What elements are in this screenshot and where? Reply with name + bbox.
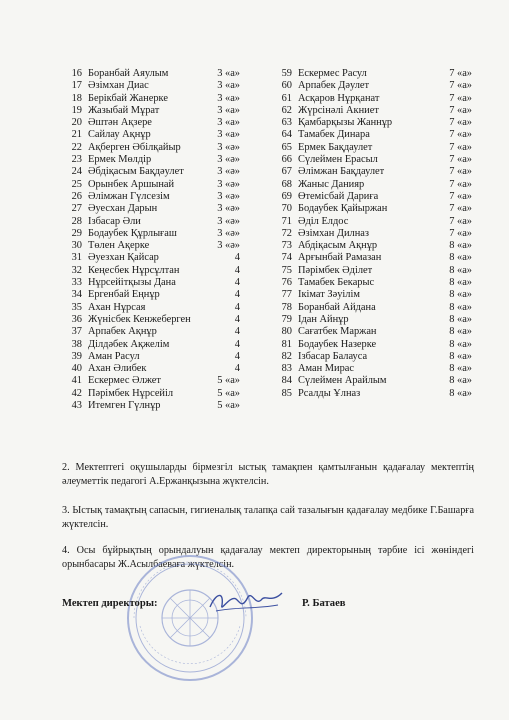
student-name: Әуезхан Қайсар <box>88 252 159 264</box>
student-class: 8 «а» <box>449 375 472 387</box>
list-item <box>272 326 472 338</box>
item-number: 80 <box>281 326 292 338</box>
item-number: 23 <box>71 154 82 166</box>
item-number: 64 <box>281 129 292 141</box>
list-item <box>62 129 252 141</box>
list-item <box>62 203 252 215</box>
list-item <box>62 105 252 117</box>
student-name: Арғынбай Рамазан <box>298 252 382 264</box>
item-number: 32 <box>71 264 82 276</box>
student-name: Ахан Әлибек <box>88 363 147 375</box>
student-class: 7 «а» <box>449 166 472 178</box>
student-name: Сағатбек Маржан <box>298 326 377 338</box>
student-name: Ідан Айнұр <box>298 313 349 325</box>
item-number: 77 <box>281 289 292 301</box>
item-number: 43 <box>71 400 82 412</box>
item-number: 40 <box>71 363 82 375</box>
student-name: Жаныс Данияр <box>298 178 365 190</box>
list-item <box>272 265 472 277</box>
list-item <box>62 314 252 326</box>
student-name: Ақберген Әбілқайыр <box>88 141 181 153</box>
list-item <box>62 265 252 277</box>
list-item <box>272 80 472 92</box>
student-class: 3 «ә» <box>217 190 240 202</box>
student-name: Тамабек Бекарыс <box>298 277 375 289</box>
student-name: Ескермес Расул <box>298 68 367 79</box>
student-class: 7 «а» <box>449 215 472 227</box>
item-number: 33 <box>71 277 82 289</box>
item-number: 31 <box>71 252 82 264</box>
student-name: Итемген Гүлнұр <box>88 400 161 412</box>
student-name: Әзімхан Диас <box>88 80 149 92</box>
paragraph-2: 2. Мектептегі оқушыларды бірмезгіл ыстық тамақпен қамтылғанын қадағалау мектептің әлеуметтік педагогі А.Ержанқызына жүктелсін. <box>62 462 474 487</box>
item-number: 79 <box>281 313 292 325</box>
item-number: 74 <box>281 252 292 264</box>
list-item <box>62 216 252 228</box>
student-list-right <box>272 68 472 400</box>
item-number: 19 <box>71 104 82 116</box>
student-name: Жүнісбек Кенжеберген <box>88 313 191 325</box>
student-name: Ергенбай Еңнұр <box>88 289 160 301</box>
list-item <box>272 363 472 375</box>
student-name: Бодаубек Қайыржан <box>298 203 388 215</box>
list-item <box>272 166 472 178</box>
student-class: 3 «а» <box>217 80 240 92</box>
list-item <box>272 179 472 191</box>
student-name: Қамбарқызы Жаннұр <box>298 117 393 129</box>
list-item <box>272 388 472 400</box>
list-item <box>272 375 472 387</box>
student-class: 8 «а» <box>449 252 472 264</box>
student-class: 7 «а» <box>449 80 472 92</box>
student-class: 8 «а» <box>449 350 472 362</box>
list-item <box>62 154 252 166</box>
student-name: Ділдәбек Ақжелім <box>88 338 170 350</box>
item-number: 70 <box>281 203 292 215</box>
item-number: 85 <box>281 387 292 399</box>
item-number: 17 <box>71 80 82 92</box>
list-item <box>62 93 252 105</box>
list-item <box>62 388 252 400</box>
item-number: 37 <box>71 326 82 338</box>
student-class: 3 «ә» <box>217 203 240 215</box>
student-class: 4 <box>234 277 240 289</box>
list-item <box>62 166 252 178</box>
signatory-position: Мектеп директоры: <box>62 598 158 609</box>
list-item <box>272 142 472 154</box>
student-name: Пәрімбек Әділет <box>298 264 373 276</box>
student-name: Пәрімбек Нұрсейіл <box>88 387 174 399</box>
student-class: 3 «ә» <box>217 178 240 190</box>
student-class: 3 «а» <box>217 104 240 116</box>
student-class: 3 «а» <box>217 92 240 104</box>
student-class: 5 «а» <box>217 400 240 412</box>
item-number: 69 <box>281 190 292 202</box>
signatory-name: Р. Батаев <box>302 598 346 609</box>
item-number: 22 <box>71 141 82 153</box>
item-number: 63 <box>281 117 292 129</box>
item-number: 25 <box>71 178 82 190</box>
student-name: Ікімат Зәуілім <box>298 289 360 301</box>
student-name: Ескермес Әлжет <box>88 375 161 387</box>
student-name: Абдіқасым Ақнұр <box>298 240 378 252</box>
student-name: Ізбасар Әли <box>88 215 141 227</box>
list-item <box>272 277 472 289</box>
student-name: Әзімхан Дилназ <box>298 227 370 239</box>
item-number: 28 <box>71 215 82 227</box>
student-name: Кеңесбек Нұрсұлтан <box>88 264 180 276</box>
list-item <box>62 228 252 240</box>
item-number: 30 <box>71 240 82 252</box>
list-item <box>62 302 252 314</box>
student-class: 3 «ә» <box>217 215 240 227</box>
list-item <box>62 363 252 375</box>
student-class: 3 «а» <box>217 129 240 141</box>
student-class: 8 «а» <box>449 387 472 399</box>
student-name: Аман Расул <box>88 350 140 362</box>
student-name: Ермек Мөлдір <box>88 154 152 166</box>
student-class: 4 <box>234 313 240 325</box>
student-name: Сүлеймен Ерасыл <box>298 154 378 166</box>
official-seal-icon <box>120 548 260 688</box>
list-item <box>62 252 252 264</box>
student-name: Нұрсейітқызы Дана <box>88 277 176 289</box>
list-item <box>62 117 252 129</box>
list-item <box>62 375 252 387</box>
list-item <box>272 302 472 314</box>
item-number: 75 <box>281 264 292 276</box>
student-name: Арпабек Дәулет <box>298 80 370 92</box>
student-class: 3 «ә» <box>217 227 240 239</box>
student-class: 4 <box>234 338 240 350</box>
student-name: Арпабек Ақнұр <box>88 326 157 338</box>
student-class: 7 «а» <box>449 129 472 141</box>
student-class: 8 «а» <box>449 338 472 350</box>
paragraph-3: 3. Ыстық тамақтың сапасын, гигиеналық талапқа сай тазалығын қадағалау медбике Г.Башарға жүктелсін. <box>62 505 474 530</box>
student-class: 3 «ә» <box>217 240 240 252</box>
item-number: 71 <box>281 215 292 227</box>
student-list-left <box>62 68 252 412</box>
student-class: 3 «ә» <box>217 166 240 178</box>
list-item <box>272 252 472 264</box>
student-name: Рсалды Ұлназ <box>298 387 361 399</box>
student-class: 3 «ә» <box>217 141 240 153</box>
student-class: 7 «а» <box>449 68 472 79</box>
item-number: 82 <box>281 350 292 362</box>
item-number: 68 <box>281 178 292 190</box>
student-name: Тамабек Динара <box>298 129 370 141</box>
item-number: 27 <box>71 203 82 215</box>
student-class: 4 <box>234 326 240 338</box>
list-item <box>62 289 252 301</box>
student-class: 8 «а» <box>449 240 472 252</box>
student-name: Төлен Ақерке <box>88 240 150 252</box>
item-number: 60 <box>281 80 292 92</box>
student-class: 3 «ә» <box>217 154 240 166</box>
student-class: 3 «а» <box>217 117 240 129</box>
list-item <box>272 93 472 105</box>
student-name: Берікбай Жанерке <box>88 92 168 104</box>
student-class: 4 <box>234 264 240 276</box>
list-item <box>272 289 472 301</box>
item-number: 62 <box>281 104 292 116</box>
handwritten-signature-icon <box>206 585 286 617</box>
student-name: Бодаубек Құрлығаш <box>88 227 177 239</box>
student-class: 8 «а» <box>449 277 472 289</box>
list-item <box>62 240 252 252</box>
list-item <box>272 240 472 252</box>
item-number: 20 <box>71 117 82 129</box>
student-class: 8 «а» <box>449 363 472 375</box>
student-name: Ермек Бақдаулет <box>298 141 373 153</box>
item-number: 66 <box>281 154 292 166</box>
student-name: Өтемісбай Дариға <box>298 190 379 202</box>
list-item <box>62 400 252 412</box>
item-number: 72 <box>281 227 292 239</box>
student-name: Әлімжан Бақдаулет <box>298 166 385 178</box>
student-name: Аман Мирас <box>298 363 354 375</box>
item-number: 84 <box>281 375 292 387</box>
list-item <box>272 129 472 141</box>
item-number: 18 <box>71 92 82 104</box>
item-number: 76 <box>281 277 292 289</box>
list-item <box>272 191 472 203</box>
student-class: 7 «а» <box>449 141 472 153</box>
student-class: 5 «а» <box>217 375 240 387</box>
list-item <box>62 191 252 203</box>
student-name: Әбдіқасым Бақдәулет <box>88 166 184 178</box>
student-class: 8 «а» <box>449 326 472 338</box>
item-number: 41 <box>71 375 82 387</box>
item-number: 61 <box>281 92 292 104</box>
student-class: 8 «а» <box>449 289 472 301</box>
student-name: Орынбек Аршынай <box>88 178 175 190</box>
item-number: 59 <box>281 68 292 79</box>
list-item <box>62 351 252 363</box>
student-name: Боранбай Аяулым <box>88 68 169 79</box>
list-item <box>62 339 252 351</box>
student-name: Бодаубек Назерке <box>298 338 377 350</box>
item-number: 36 <box>71 313 82 325</box>
list-item <box>272 105 472 117</box>
student-class: 7 «а» <box>449 203 472 215</box>
list-item <box>62 277 252 289</box>
student-class: 4 <box>234 301 240 313</box>
student-name: Асқаров Нұрқанат <box>298 92 380 104</box>
item-number: 38 <box>71 338 82 350</box>
item-number: 34 <box>71 289 82 301</box>
item-number: 67 <box>281 166 292 178</box>
list-item <box>62 142 252 154</box>
item-number: 21 <box>71 129 82 141</box>
item-number: 42 <box>71 387 82 399</box>
student-class: 8 «а» <box>449 313 472 325</box>
list-item <box>62 68 252 80</box>
student-name: Жүрсінәлі Акниет <box>298 104 379 116</box>
list-item <box>272 203 472 215</box>
student-name: Сүлеймен Арайлым <box>298 375 387 387</box>
student-class: 4 <box>234 363 240 375</box>
list-item <box>272 339 472 351</box>
student-class: 8 «а» <box>449 264 472 276</box>
list-item <box>272 228 472 240</box>
item-number: 65 <box>281 141 292 153</box>
student-class: 8 «а» <box>449 301 472 313</box>
list-item <box>272 117 472 129</box>
item-number: 73 <box>281 240 292 252</box>
item-number: 24 <box>71 166 82 178</box>
item-number: 83 <box>281 363 292 375</box>
student-name: Сайлау Ақнұр <box>88 129 151 141</box>
student-name: Боранбай Айдана <box>298 301 376 313</box>
item-number: 26 <box>71 190 82 202</box>
paragraph-4: 4. Осы бұйрықтың орындалуын қадағалау мектеп директорының тәрбие ісі жөніндегі орынбасары Ж.Асылбаеваға жүктелсін. <box>62 545 474 570</box>
list-item <box>62 80 252 92</box>
item-number: 78 <box>281 301 292 313</box>
student-class: 7 «а» <box>449 227 472 239</box>
student-class: 4 <box>234 350 240 362</box>
student-name: Әштән Ақзере <box>88 117 152 129</box>
student-class: 7 «а» <box>449 92 472 104</box>
item-number: 81 <box>281 338 292 350</box>
student-name: Әуесхан Дарын <box>88 203 158 215</box>
list-item <box>272 314 472 326</box>
student-class: 7 «а» <box>449 190 472 202</box>
student-class: 4 <box>234 252 240 264</box>
student-class: 7 «а» <box>449 117 472 129</box>
student-name: Жазыбай Мұрат <box>88 104 160 116</box>
student-name: Әділ Елдос <box>298 215 349 227</box>
item-number: 39 <box>71 350 82 362</box>
list-item <box>272 351 472 363</box>
student-name: Әлімжан Гүлсезім <box>88 190 170 202</box>
list-item <box>272 216 472 228</box>
list-item <box>272 68 472 80</box>
item-number: 16 <box>71 68 82 79</box>
student-class: 5 «а» <box>217 387 240 399</box>
student-class: 3 «а» <box>217 68 240 79</box>
student-name: Ізбасар Балауса <box>298 350 368 362</box>
student-class: 7 «а» <box>449 104 472 116</box>
item-number: 35 <box>71 301 82 313</box>
student-class: 7 «а» <box>449 154 472 166</box>
student-name: Ахан Нұрсая <box>88 301 146 313</box>
student-class: 4 <box>234 289 240 301</box>
item-number: 29 <box>71 227 82 239</box>
student-class: 7 «а» <box>449 178 472 190</box>
list-item <box>62 326 252 338</box>
list-item <box>272 154 472 166</box>
list-item <box>62 179 252 191</box>
